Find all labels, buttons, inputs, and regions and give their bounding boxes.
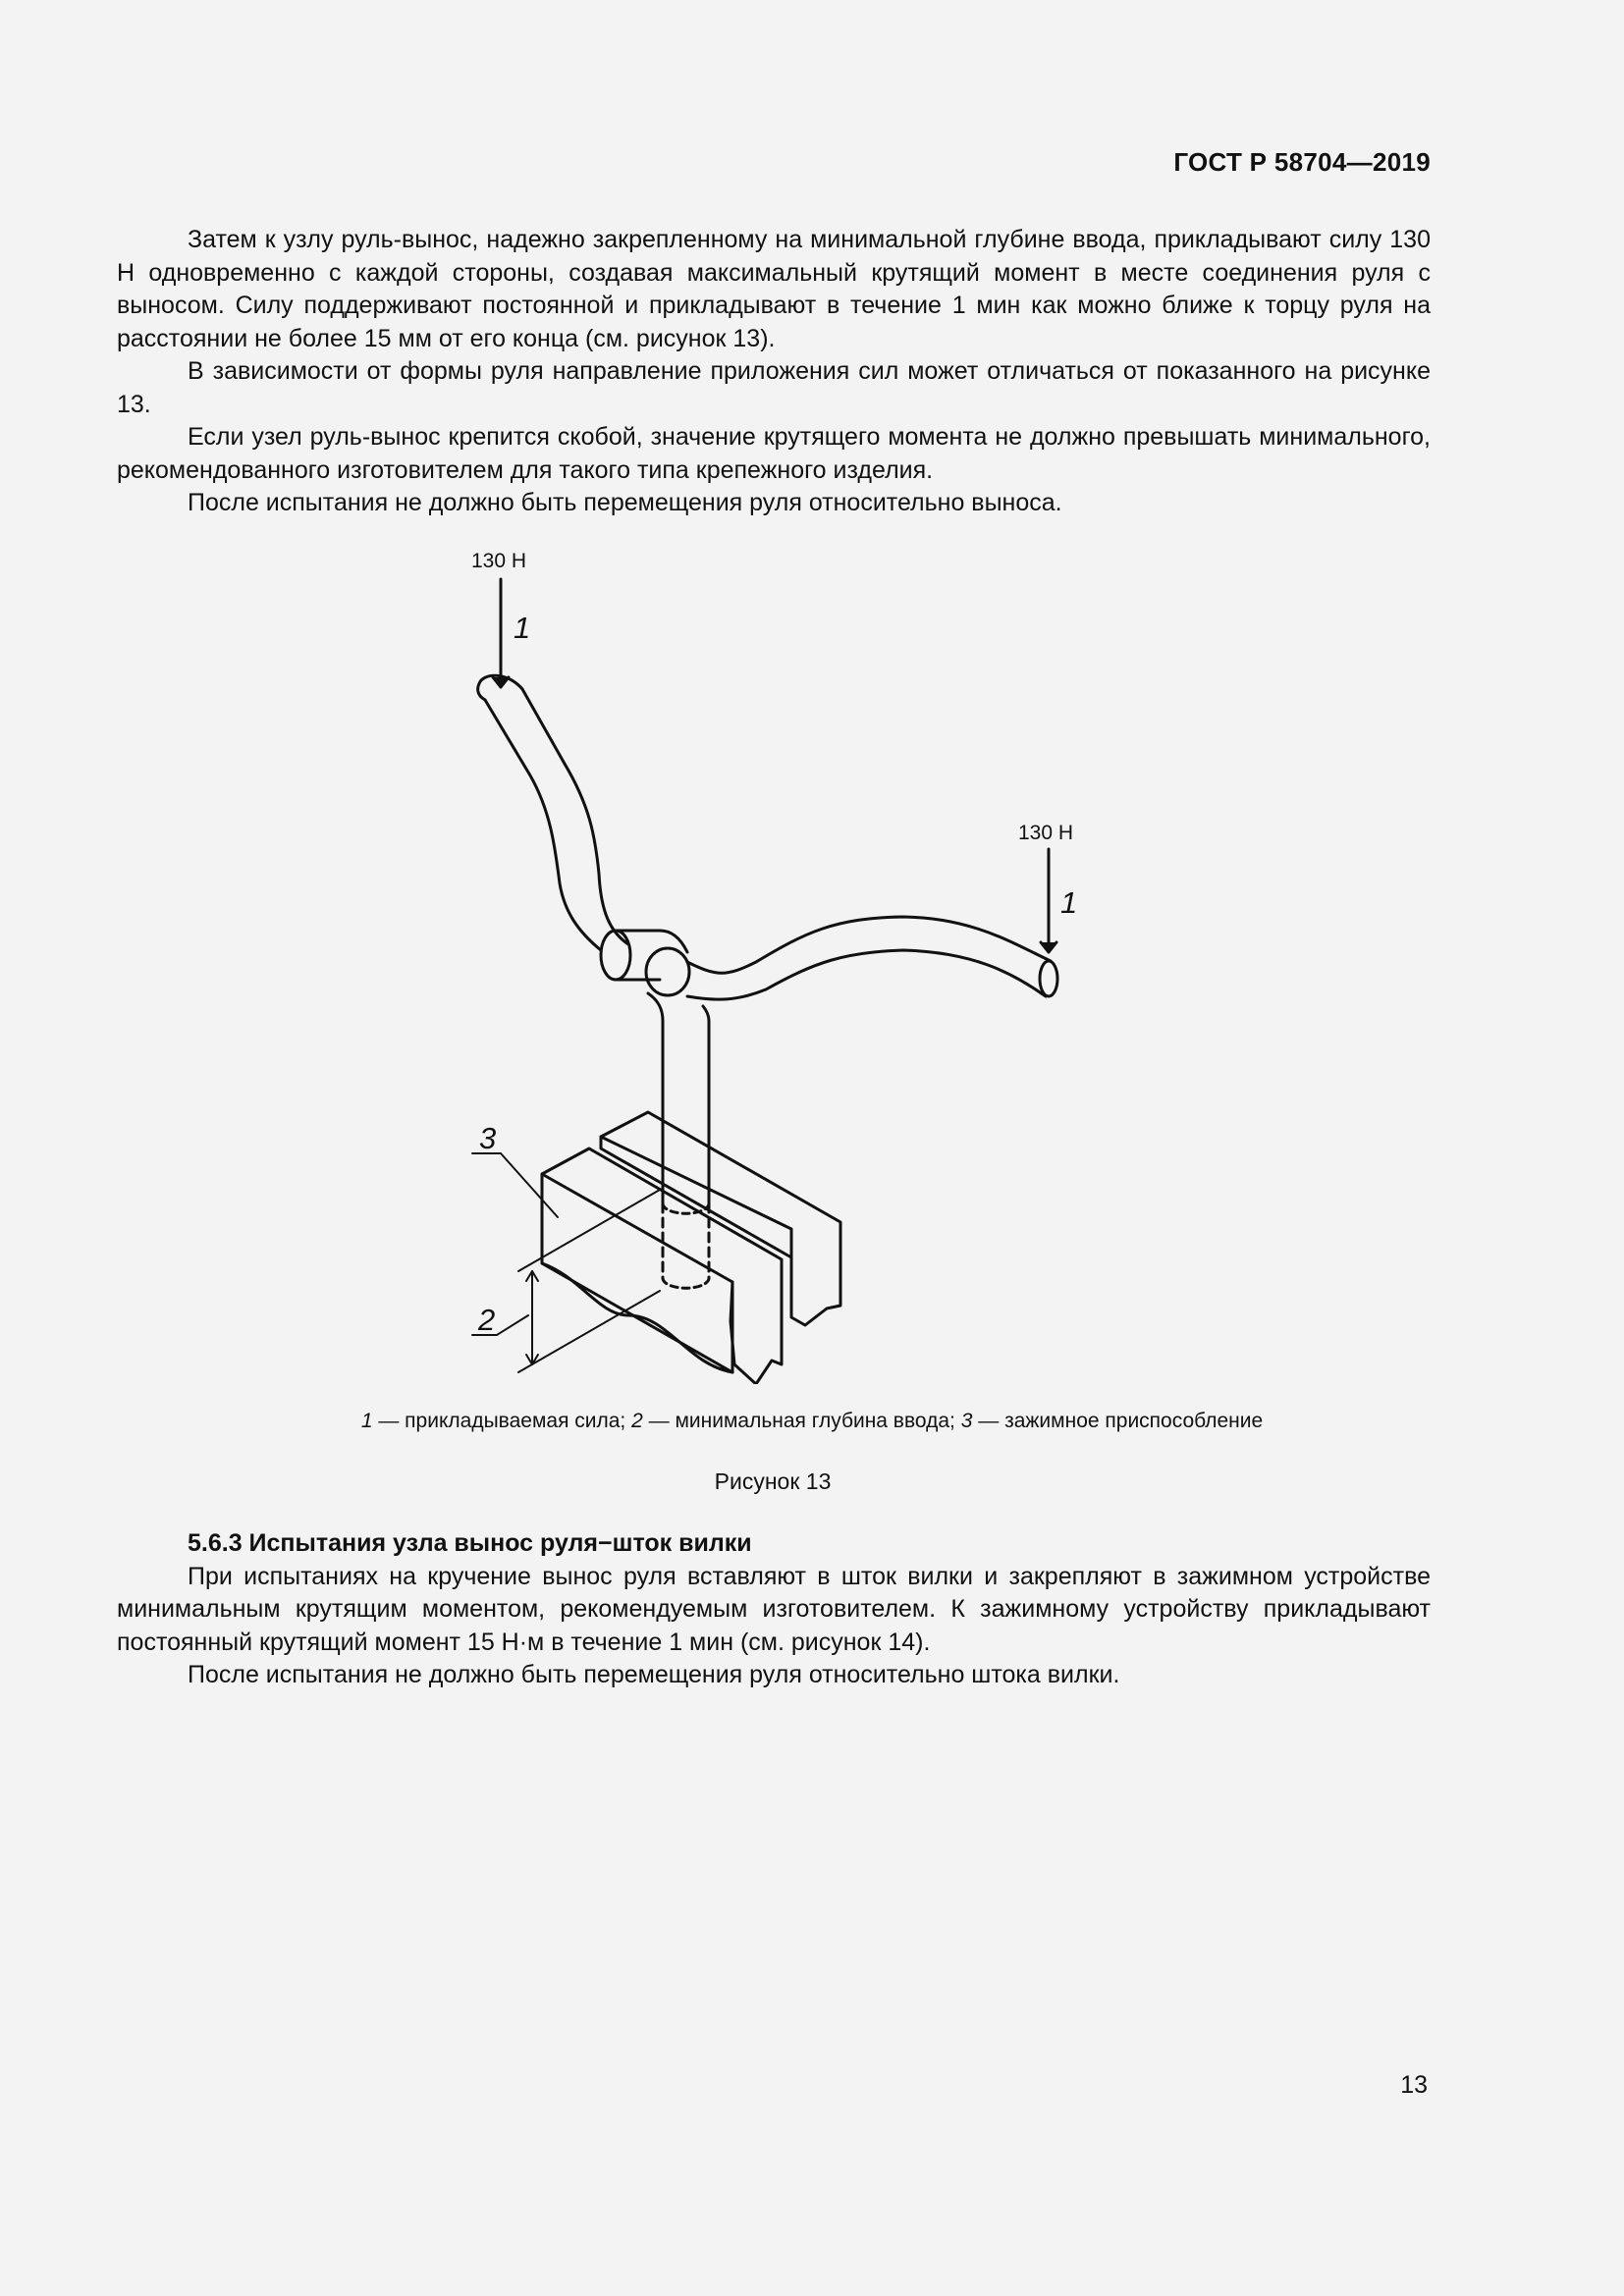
handlebar-right-tube (687, 917, 1051, 973)
body-text-section (117, 1527, 1431, 1692)
body-text-top (117, 224, 1431, 520)
stem-collar (601, 931, 630, 980)
section-paragraph-1: При испытаниях на кручение вынос руля вставляют в шток вилки и закрепляют в зажимном устройстве минимальным крутящим моментом, рекомендуемым изготовителем. К зажимному устройству прикладывают постоянный крутящий момент 15 Н·м в течение 1 мин (см. рисунок 14). (117, 1562, 1431, 1656)
force-label-left: 130 Н (471, 550, 527, 572)
callout-1-right: 1 (1060, 885, 1078, 920)
callout-1-left: 1 (514, 611, 531, 645)
figure-13 (0, 540, 1624, 1384)
paragraph-2: В зависимости от формы руля направление приложения сил может отличаться от показанного на рисунке 13. (117, 357, 1431, 418)
handlebar-test-diagram (0, 540, 1624, 1384)
figure-title: Рисунок 13 (714, 1468, 832, 1494)
legend-text-2: — минимальная глубина ввода; (642, 1410, 961, 1432)
figure-legend (0, 1410, 1624, 1433)
legend-text-1: — прикладываемая сила; (372, 1410, 632, 1432)
section-paragraph-2: После испытания не должно быть перемещения руля относительно штока вилки. (188, 1661, 1120, 1688)
page-number: 13 (1400, 2071, 1428, 2099)
section-heading: 5.6.3 Испытания узла вынос руля−шток вилки (188, 1529, 752, 1557)
paragraph-4: После испытания не должно быть перемещения руля относительно выноса. (188, 489, 1062, 516)
handlebar-left-tube (478, 675, 628, 944)
paragraph-3: Если узел руль-вынос крепится скобой, значение крутящего момента не должно превышать минимального, рекомендованного изготовителем для такого типа крепежного изделия. (117, 423, 1431, 484)
document-header: ГОСТ Р 58704—2019 (1173, 147, 1431, 177)
legend-num-3: 3 (960, 1410, 973, 1432)
legend-num-1: 1 (360, 1410, 373, 1432)
legend-num-2: 2 (631, 1410, 643, 1432)
callout-3: 3 (479, 1121, 497, 1155)
paragraph-1: Затем к узлу руль-вынос, надежно закрепленному на минимальной глубине ввода, прикладывают силу 130 Н одновременно с каждой стороны, создавая максимальный крутящий момент в месте соединения руля с выносом. Силу поддерживают постоянной и прикладывают в течение 1 мин как можно ближе к торцу руля на расстоянии не более 15 мм от его конца (см. рисунок 13). (117, 226, 1431, 352)
callout-2: 2 (478, 1303, 496, 1337)
legend-text-3: — зажимное приспособление (972, 1410, 1264, 1432)
force-label-right: 130 Н (1018, 822, 1074, 844)
stem-tube (663, 1021, 709, 1203)
